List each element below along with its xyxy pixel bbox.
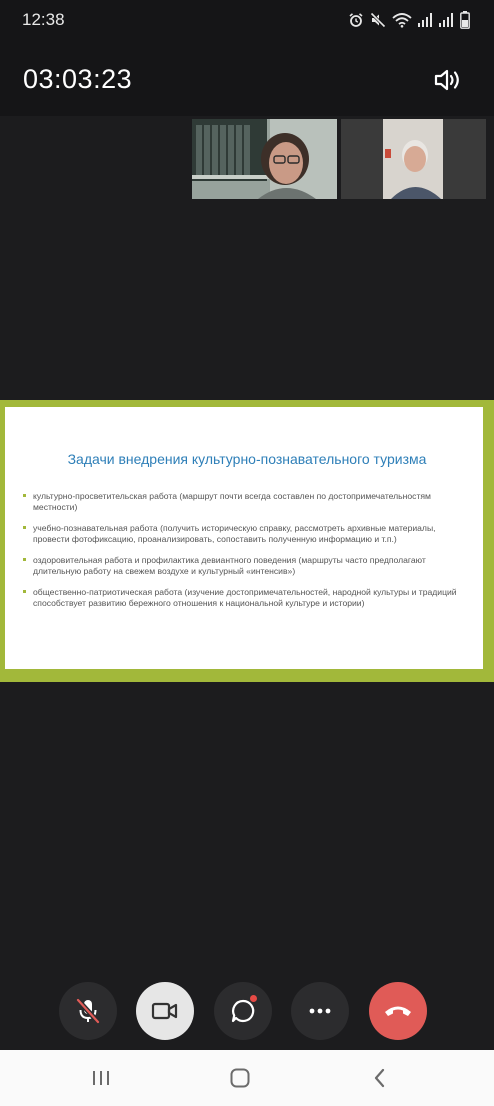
bullet-text: оздоровительная работа и профилактика девиантного поведения (маршруты часто предполагают длительную работу на свежем воздухе и культурный «интенсив») <box>33 555 426 576</box>
list-item <box>23 491 473 513</box>
mute-microphone-button[interactable] <box>59 982 117 1040</box>
home-button[interactable] <box>224 1064 256 1092</box>
call-header <box>0 40 494 116</box>
status-time: 12:38 <box>22 10 65 29</box>
more-horizontal-icon <box>308 1007 332 1015</box>
mute-icon <box>370 12 386 28</box>
bullet-text: культурно-просветительская работа (маршрут почти всегда составлен по достопримечательностям местности) <box>33 491 431 512</box>
bullet-icon <box>23 494 26 497</box>
back-icon <box>372 1068 388 1088</box>
recents-icon <box>91 1069 111 1087</box>
bullet-icon <box>23 558 26 561</box>
bullet-text: учебно-познавательная работа (получить историческую справку, рассмотреть архивные материалы, провести фотофиксацию, проанализировать, сопоставить полученную информацию и т.п.) <box>33 523 436 544</box>
signal-icon <box>418 12 433 28</box>
slide-title: Задачи внедрения культурно-познавательного туризма <box>67 451 427 467</box>
call-timer: 03:03:23 <box>23 64 133 94</box>
bullet-icon <box>23 526 26 529</box>
home-icon <box>229 1067 251 1089</box>
participant-video-image <box>192 119 337 199</box>
list-item <box>23 523 473 545</box>
wifi-icon <box>392 12 412 28</box>
list-item <box>23 555 473 577</box>
participant-video-image <box>341 119 486 199</box>
call-controls <box>0 982 494 1042</box>
participant-video-1[interactable] <box>192 119 337 199</box>
end-call-button[interactable] <box>369 982 427 1040</box>
system-navigation-bar <box>0 1050 494 1106</box>
list-item <box>23 587 473 609</box>
status-bar <box>0 0 494 40</box>
more-options-button[interactable] <box>291 982 349 1040</box>
chat-button[interactable] <box>214 982 272 1040</box>
speaker-icon <box>434 68 462 92</box>
mic-off-icon <box>75 997 101 1025</box>
video-camera-icon <box>151 1000 179 1022</box>
alarm-icon <box>348 12 364 28</box>
notification-badge <box>250 995 257 1002</box>
presentation-slide <box>5 407 483 669</box>
shared-screen[interactable] <box>0 400 494 682</box>
bullet-icon <box>23 590 26 593</box>
status-icons <box>348 9 470 31</box>
back-button[interactable] <box>364 1064 396 1092</box>
bullet-text: общественно-патриотическая работа (изучение достопримечательностей, народной культуры и традиций способствует развитию бережного отношения к национальной культуре и истории) <box>33 587 457 608</box>
slide-bullet-list <box>23 491 473 619</box>
hang-up-icon <box>383 1003 413 1019</box>
battery-icon <box>460 11 470 29</box>
participant-video-2[interactable] <box>341 119 486 199</box>
toggle-video-button[interactable] <box>136 982 194 1040</box>
speaker-button[interactable] <box>432 64 464 96</box>
signal-icon <box>439 12 454 28</box>
recents-button[interactable] <box>85 1064 117 1092</box>
